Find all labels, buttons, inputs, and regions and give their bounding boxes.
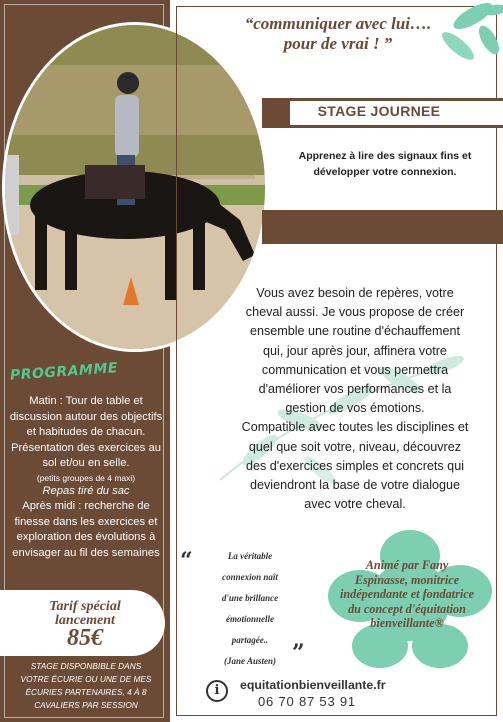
programme-text: [6, 394, 166, 561]
programme-line: discussion autour des objectifs: [9, 410, 163, 423]
main-text-line: Vous avez besoin de repères, votre: [256, 286, 454, 300]
stage-availability-line: ÉCURIES PARTENAIRES, 4 À 8: [25, 687, 147, 697]
programme-repas: Repas tiré du sac: [42, 484, 130, 497]
citation-line: connexion naît: [222, 572, 278, 582]
programme-line: et habitudes de chacun.: [26, 426, 146, 438]
programme-small-note: (petits groupes de 4 maxi): [36, 472, 136, 483]
programme-line: Après midi : recherche de: [22, 500, 150, 512]
presenter-line: Animé par Fany: [365, 558, 449, 572]
main-text-line: communication et vous permettra: [261, 362, 449, 377]
quote-close-mark: ”: [292, 640, 305, 666]
main-text: [210, 284, 500, 514]
main-text-line: Compatible avec toutes les disciplines et: [241, 420, 469, 435]
stage-title: STAGE JOURNEE: [317, 103, 441, 119]
divider-bar: [262, 210, 503, 244]
presenter-text: [312, 558, 502, 631]
programme-line: finesse dans les exercices et: [14, 515, 158, 528]
citation: [200, 546, 300, 672]
top-quote: “communiquer avec lui…. pour de vrai ! ”: [244, 14, 432, 53]
citation-line: La véritable: [227, 551, 273, 561]
programme-line: sol et/ou en selle.: [42, 457, 130, 469]
programme-title: PROGRAMME: [9, 360, 119, 384]
main-text-line: deviendront la base de votre dialogue: [249, 478, 461, 493]
main-text-line: qui, jour après jour, affinera votre: [263, 343, 447, 358]
presenter-line: indépendante et fondatrice: [339, 587, 475, 601]
main-text-line: gestion de vos émotions.: [285, 401, 425, 416]
presenter-line: du concept d'équitation: [348, 601, 466, 616]
website-link[interactable]: equitationbienveillante.fr: [240, 678, 386, 692]
info-icon: i: [206, 680, 228, 702]
quote-open-mark: “: [180, 548, 193, 574]
tarif-line-1: Tarif spécial: [49, 599, 121, 614]
programme-line: envisager au fil des semaines: [12, 546, 160, 559]
programme-line: Présentation des exercices au: [11, 441, 161, 454]
stage-availability-line: STAGE DISPONBIBLE DANS: [30, 661, 142, 671]
presenter-line: Espinasse, monitrice: [354, 572, 460, 587]
citation-line: (Jane Austen): [224, 656, 276, 666]
main-text-line: avec votre cheval.: [304, 497, 406, 512]
phone-number[interactable]: 06 70 87 53 91: [258, 694, 356, 709]
stage-availability-line: CAVALIERS PAR SESSION: [34, 700, 138, 710]
main-text-line: d'améliorer vos performances et la: [258, 382, 452, 397]
programme-line: Matin : Tour de table et: [29, 395, 143, 407]
main-text-line: des d'exercices simples et concrets qui: [246, 458, 464, 473]
programme-line: exploration des évolutions à: [16, 531, 156, 543]
tarif-label: [30, 600, 140, 628]
tarif-price: 85€: [67, 625, 103, 651]
main-text-line: cheval aussi. Je vous propose de créer: [245, 305, 465, 320]
presenter-line: bienveillante®: [370, 616, 444, 630]
main-text-line: quel que soit votre, niveau, découvrez: [248, 439, 462, 454]
subtitle: Apprenez à lire des signaux fins et développer votre connexion.: [298, 150, 472, 178]
stage-availability: [8, 660, 164, 712]
tarif-line-2: lancement: [55, 613, 115, 628]
citation-line: émotionnelle: [226, 614, 274, 624]
stage-availability-line: VOTRE ÉCURIE OU UNE DE MES: [20, 674, 152, 684]
citation-line: d'une brillance: [221, 593, 279, 603]
main-text-line: ensemble une routine d'échauffement: [249, 324, 461, 339]
citation-line: partagée..: [231, 635, 269, 645]
